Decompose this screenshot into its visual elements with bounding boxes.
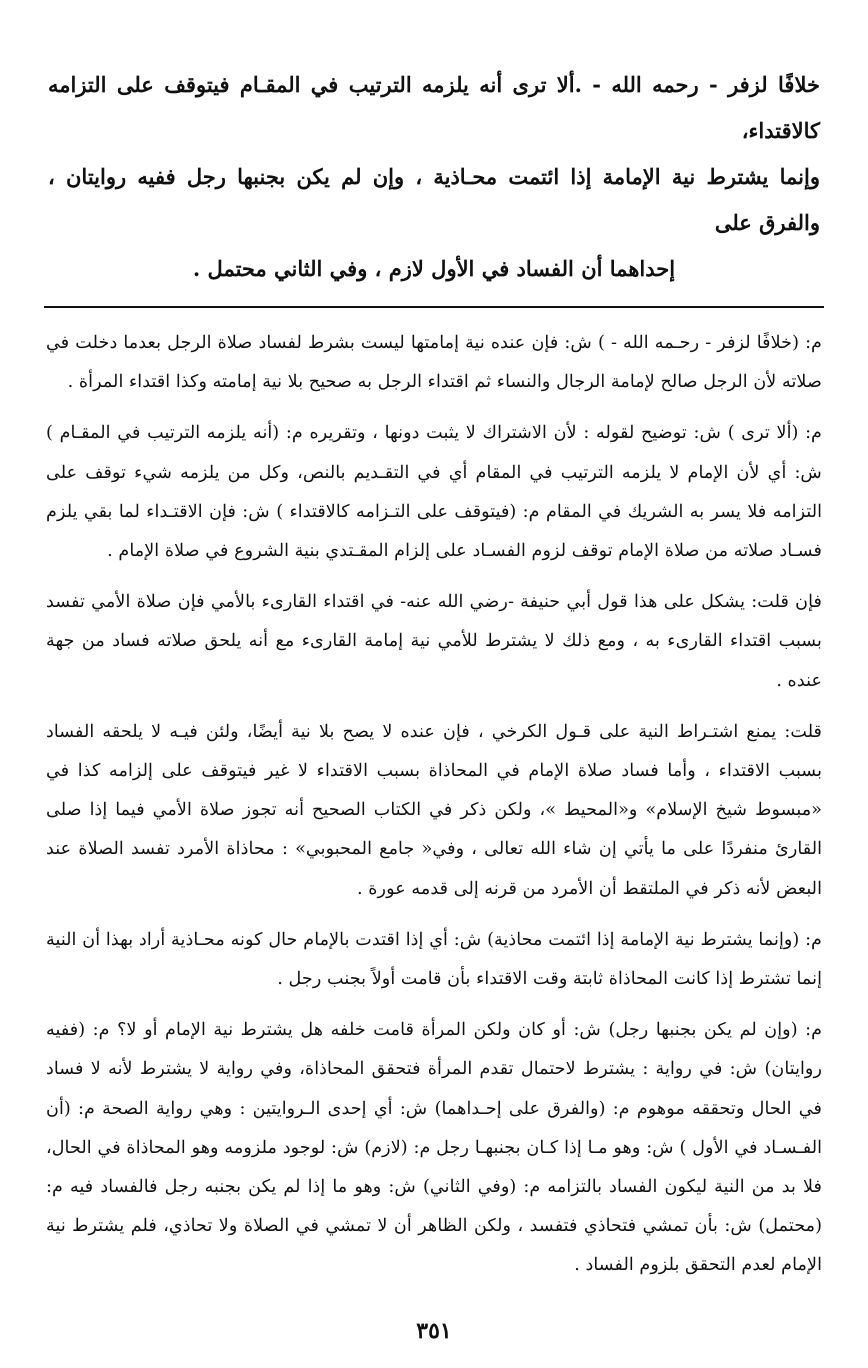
commentary-line: بهذا أن النية إنما تشترط إذا كانت المحاذاة ثابتة وقت الاقتداء بأن قامت أولاً بجنب رجل .: [46, 929, 822, 990]
section-divider: [44, 306, 824, 308]
commentary-line: لأنه لا فساد في الحال وتحققه موهوم م: (والفرق على إحـداهما) ش: أي إحدى الـروايتين : وهي: [46, 1059, 822, 1119]
document-page: [44, 62, 824, 1298]
commentary-paragraph: [44, 713, 824, 909]
commentary-line: في المقـام ) ش: أي لأن الإمام لا يلزمه الترتيب في المقام أي في التقـديم بالنص، وكل من يلزمه: [46, 423, 822, 483]
commentary-line: بعدما دخلت في صلاته لأن الرجل صالح لإمامة الرجال والنساء ثم اقتداء الرجل به صحيح بلا: [46, 333, 822, 393]
main-text-line: خلافًا لزفر - رحمه الله - .ألا ترى أنه يلزمه الترتيب في المقـام فيتوقف على التزامه كالاقتداء،: [48, 72, 820, 143]
commentary-line: م: (وإنما يشترط نية الإمامة إذا ائتمت محاذية) ش: أي إذا اقتدت بالإمام حال كونه محـاذية أراد: [139, 929, 823, 950]
commentary-line: م: (خلافًا لزفر - رحـمه الله - ) ش: فإن عنده نية إمامتها ليست بشرط لفساد صلاة الرجل: [167, 333, 822, 353]
main-text: [44, 62, 824, 292]
commentary-line: م: (ففيه روايتان) ش: في رواية : يشترط لاحتمال تقدم المرأة فتحقق المحاذاة، وفي رواية لا يشترط: [46, 1020, 823, 1080]
commentary-paragraph: [44, 583, 824, 701]
commentary-line: شيء توقف على التزامه فلا يسر به الشريك في المقام م: (فيتوقف على التـزامه كالاقتداء ) ش: فإن: [46, 462, 822, 522]
commentary-line: يلحقه الفساد بسبب الاقتداء ، وأما فساد صلاة الإمام في المحاذاة بسبب الاقتداء لا غير فيتوقف: [46, 721, 823, 782]
page-number: ٣٥١: [416, 1318, 452, 1344]
commentary-line: إذا لم يكن بجنبه رجل فالفساد فيه م: (محتمل) ش: بأن تمشي فتحاذي فتفسد ، ولكن الظاهر أن لا: [46, 1177, 822, 1237]
commentary-paragraph: [44, 414, 824, 571]
commentary-paragraph: [44, 324, 824, 402]
commentary-line: ملزومه وهو المحاذاة في الحال، فلا بد من النية ليكون الفساد بالتزامه م: (وفي الثاني) ش: وهو ما: [46, 1137, 823, 1198]
commentary-line: تمشي في الصلاة ولا تحاذي، فلم يشترط نية الإمام لعدم التحقق بلزوم الفساد .: [46, 1216, 822, 1276]
commentary-line: م: (ألا ترى ) ش: توضيح لقوله : لأن الاشتراك لا يثبت دونها ، وتقريره م: (أنه يلزمه الترتيب: [147, 423, 822, 444]
commentary-line: رواية الصحة م: (أن الفـسـاد في الأول ) ش: وهو مـا إذا كـان بجنبهـا رجل م: (لازم) ش: لوجود: [46, 1098, 823, 1158]
commentary-line: فإن قلت: يشكل على هذا قول أبي حنيفة -رضي الله عنه- في اقتداء القارىء بالأمي فإن: [177, 592, 822, 613]
commentary-line: نية إمامته وكذا اقتداء المرأة .: [67, 372, 283, 393]
commentary-line: محاذاة الأمرد تفسد الصلاة عند البعض لأنه ذكر في الملتقط أن الأمرد من قرنه إلى قدمه عورة .: [46, 839, 822, 899]
main-text-line: وإنما يشترط نية الإمامة إذا ائتمت محـاذية ، وإن لم يكن بجنبها رجل ففيه روايتان ، والفرق على: [48, 164, 820, 235]
commentary-line: م: (وإن لم يكن بجنبها رجل) ش: أو كان ولكن المرأة قامت خلفه هل يشترط نية الإمام أو لا؟: [117, 1020, 823, 1041]
commentary-paragraph: [44, 1011, 824, 1285]
commentary-line: على إلزامه كذا في «مبسوط شيخ الإسلام» و«المحيط »، ولكن ذكر في الكتاب الصحيح أنه تجوز: [46, 761, 822, 821]
commentary-line: صلاة الأمي تفسد بسبب اقتداء القارىء به ، ومع ذلك لا يشترط للأمي نية إمامة القارىء مع أنه: [46, 592, 822, 652]
commentary-line: الشروع في صلاة الإمام .: [107, 541, 290, 562]
commentary-line: الاقتـداء لما بقي يلزم فسـاد صلاته من صلاة الإمام توقف لزوم الفسـاد على إلزام المقـتدي بنية: [46, 501, 822, 562]
commentary-paragraph: [44, 921, 824, 999]
main-text-line: إحداهما أن الفساد في الأول لازم ، وفي الثاني محتمل .: [192, 256, 676, 281]
commentary-line: قلت: يمنع اشتـراط النية على قـول الكرخي ، فإن عنده لا يصح بلا نية أيضًا، ولئن فيـه لا: [151, 721, 822, 742]
commentary-line: يلحق صلاته فساد من جهة عنده .: [46, 631, 822, 691]
commentary-line: صلاة الأمي فيما إذا صلى القارئ منفردًا على ما يأتي إن شاء الله تعالى ، وفي« جامع المحبوبي» :: [46, 800, 823, 860]
